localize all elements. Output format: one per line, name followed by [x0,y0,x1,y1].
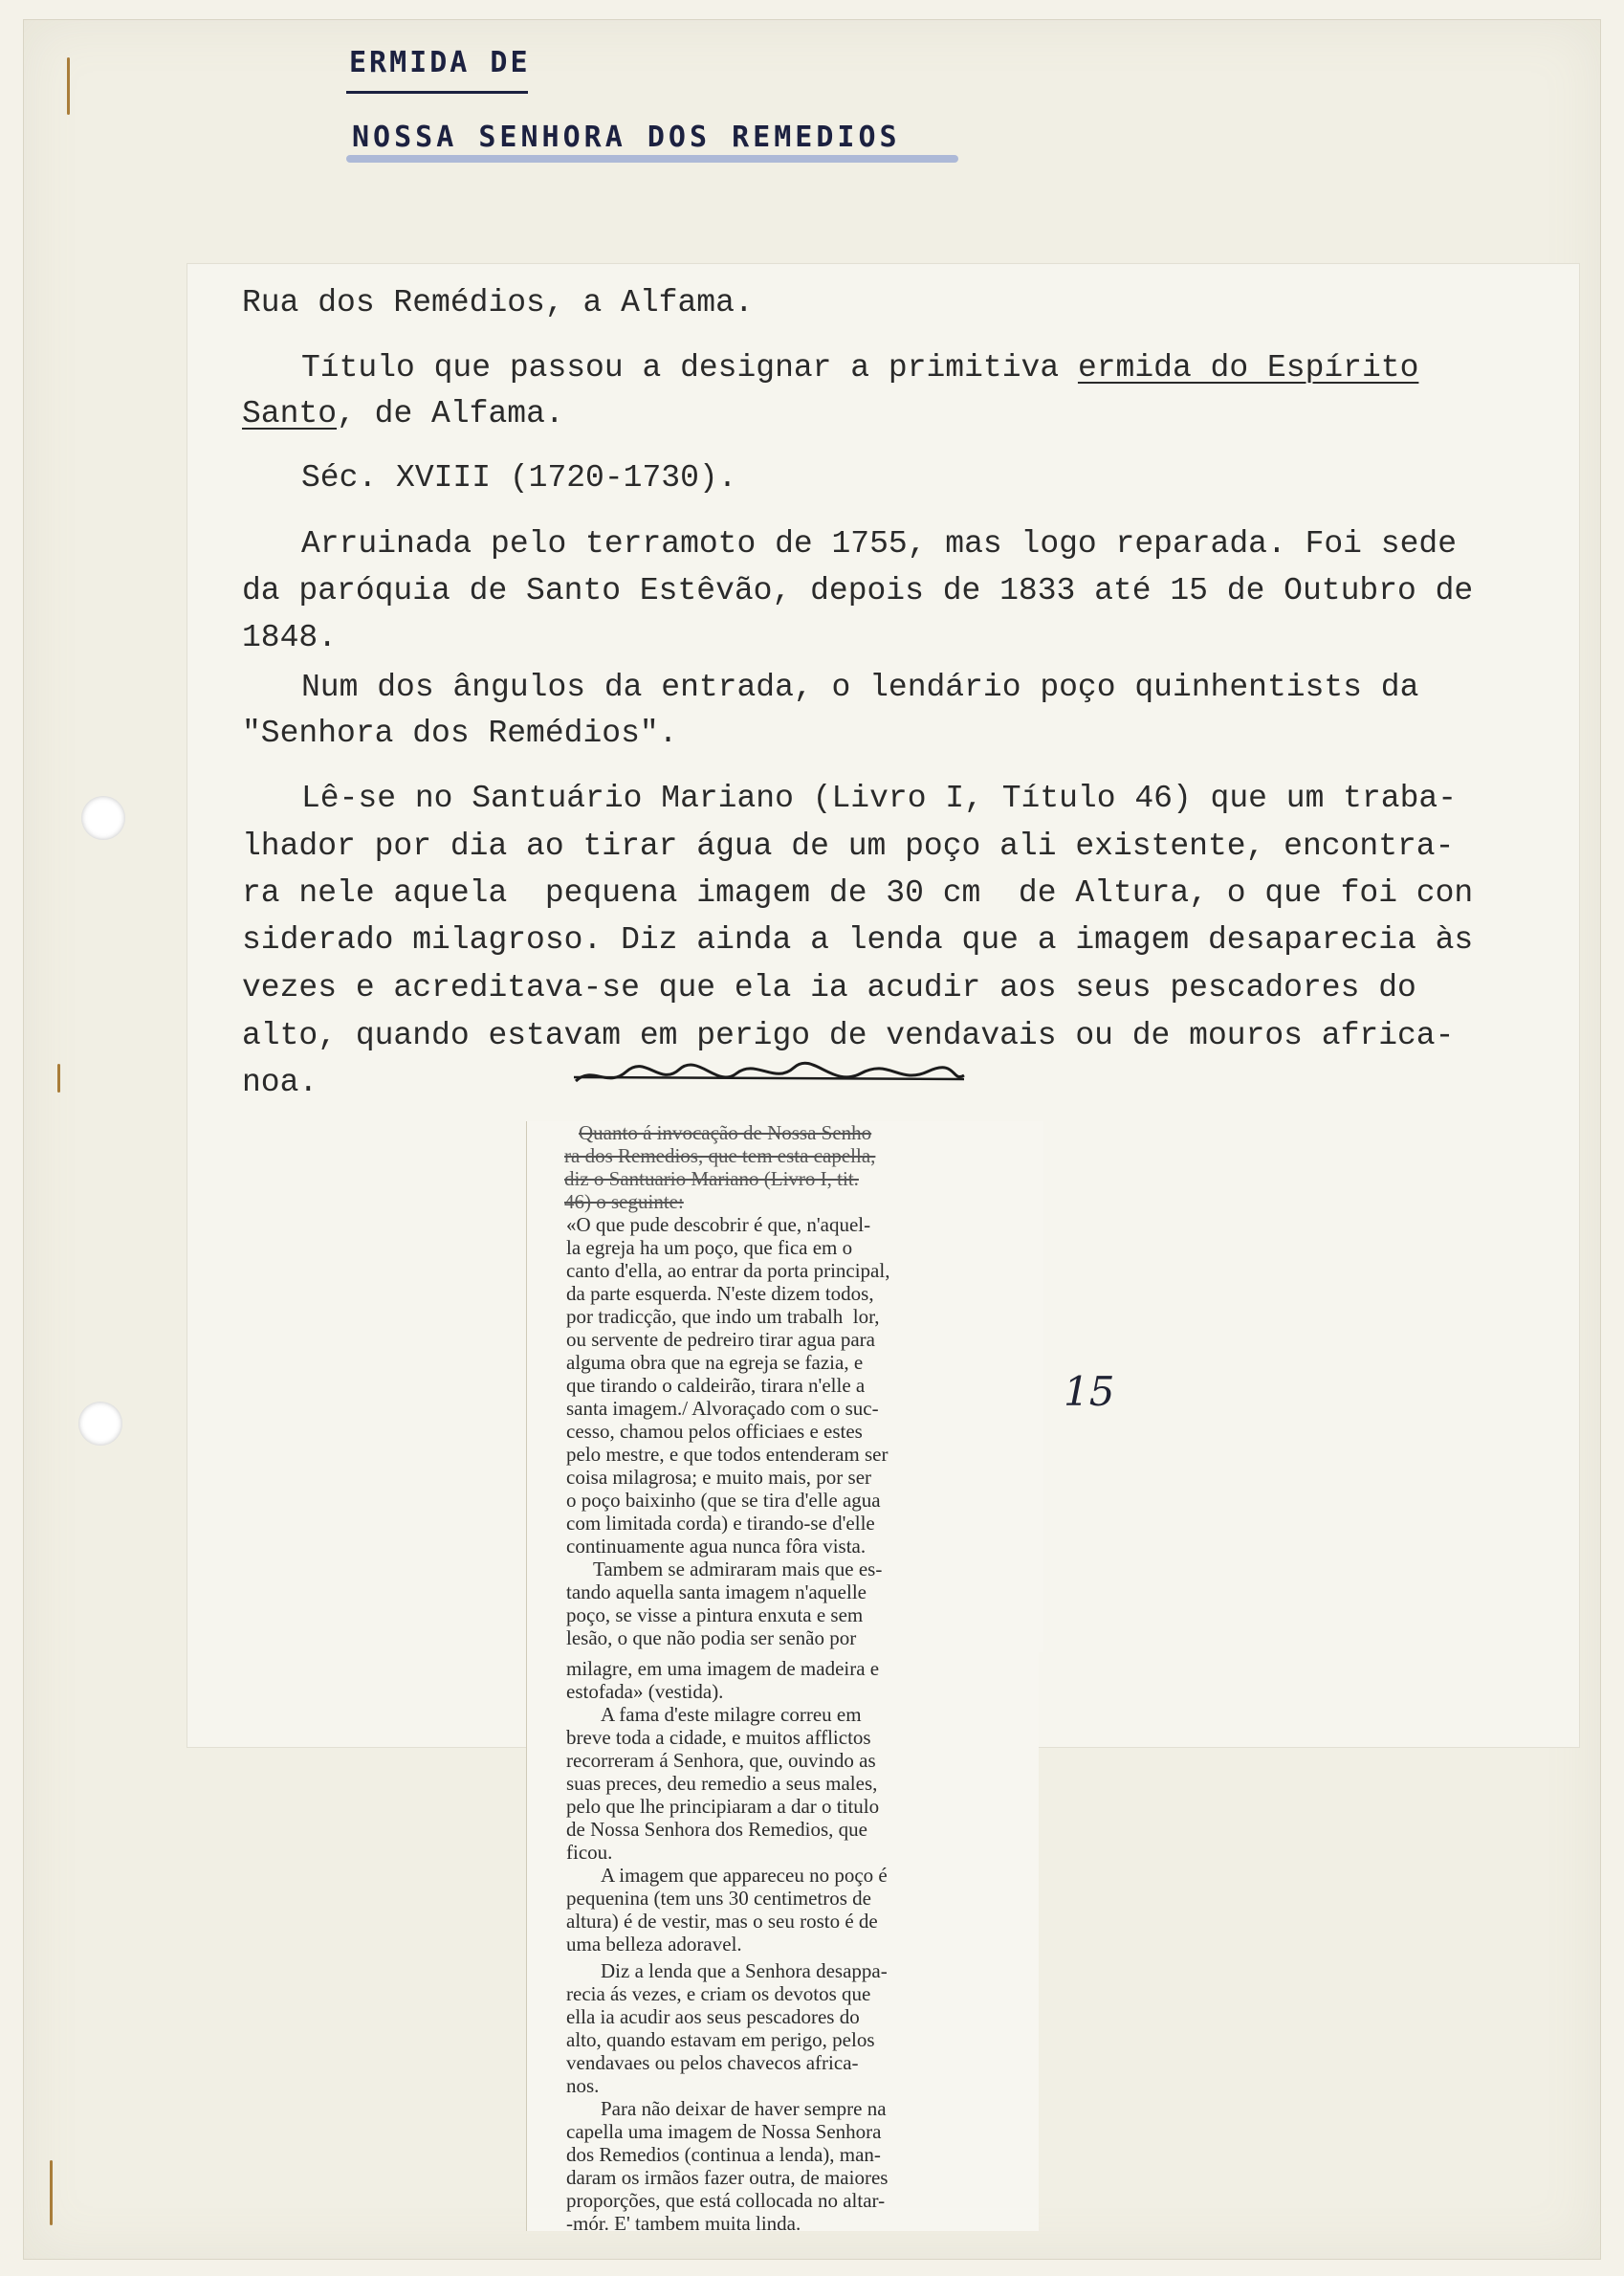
clipping-line: Para não deixar de haver sempre na [601,2097,887,2120]
clipping-line: que tirando o caldeirão, tirara n'elle a [566,1374,866,1397]
clipping-line: lesão, o que não podia ser senão por [566,1626,857,1649]
clipping-line: breve toda a cidade, e muitos afflictos [566,1726,871,1749]
clipping-line: milagre, em uma imagem de madeira e [566,1657,880,1680]
clipping-line: pelo que lhe principiaram a dar o titulo [566,1795,880,1818]
clipping-line: «O que pude descobrir é que, n'aquel- [566,1213,871,1236]
handwritten-page-number: 15 [1064,1368,1115,1415]
clipping-line: A fama d'este milagre correu em [601,1703,862,1726]
clipping-line: com limitada corda) e tirando-se d'elle [566,1512,875,1535]
typed-line: noa. [242,1065,318,1100]
clipping-line: cesso, chamou pelos officiaes e estes [566,1420,863,1443]
clipping-line: tando aquella santa imagem n'aquelle [566,1580,867,1603]
typed-text: , de Alfama. [337,396,564,431]
struck-clipping-line: ra dos Remedios, que tem esta capella, [564,1144,876,1167]
staple-mark [50,2160,53,2225]
typed-line: vezes e acreditava-se que ela ia acudir aos seus pescadores do [242,970,1416,1005]
typed-line: siderado milagroso. Diz ainda a lenda que a imagem desaparecia às [242,922,1474,958]
clipping-line: pelo mestre, e que todos entenderam ser [566,1443,889,1466]
clipping-line: capella uma imagem de Nossa Senhora [566,2120,882,2143]
typed-line [242,396,564,431]
clipping-line: canto d'ella, ao entrar da porta principal, [566,1259,890,1282]
clipping-line: Tambem se admiraram mais que es- [593,1558,883,1580]
handwritten-title-line2: NOSSA SENHORA DOS REMEDIOS [352,121,901,154]
clipping-line: suas preces, deu remedio a seus males, [566,1772,878,1795]
clipping-line: ella ia acudir aos seus pescadores do [566,2005,860,2028]
clipping-line: A imagem que appareceu no poço é [601,1864,888,1887]
clipping-line: daram os irmãos fazer outra, de maiores [566,2166,889,2189]
blue-highlight-underline [346,155,958,163]
punch-hole [81,796,125,840]
struck-clipping-line: diz o Santuario Mariano (Livro I, tit. [564,1167,859,1190]
clipping-line: proporções, que está collocada no altar- [566,2189,886,2212]
clipping-line: vendavaes ou pelos chavecos africa- [566,2051,859,2074]
handwritten-title-line1: ERMIDA DE [349,46,531,79]
clipping-line: la egreja ha um poço, que fica em o [566,1236,853,1259]
struck-clipping-line: 46) o seguinte: [564,1190,684,1213]
staple-mark [67,57,70,115]
typed-line [301,350,1418,386]
clipping-line: coisa milagrosa; e muito mais, por ser [566,1466,872,1489]
underlined-text: ermida do Espírito [1077,350,1419,386]
typed-line: lhador por dia ao tirar água de um poço ali existente, encontra- [242,829,1455,864]
clipping-line: dos Remedios (continua a lenda), man- [566,2143,881,2166]
typed-line: Séc. XVIII (1720-1730). [301,460,737,496]
typed-text: Título que passou a designar a primitiva [301,350,1078,386]
clipping-line: continuamente agua nunca fôra vista. [566,1535,867,1558]
typed-line: Rua dos Remédios, a Alfama. [242,285,754,320]
punch-hole [78,1402,122,1446]
clipping-line: o poço baixinho (que se tira d'elle agua [566,1489,881,1512]
clipping-line: uma belleza adoravel. [566,1933,742,1956]
clipping-line: nos. [566,2074,600,2097]
typed-line: 1848. [242,620,338,655]
clipping-line: santa imagem./ Alvoraçado com o suc- [566,1397,879,1420]
clipping-line: recia ás vezes, e criam os devotos que [566,1982,871,2005]
clipping-line: estofada» (vestida). [566,1680,724,1703]
clipping-line: por tradicção, que indo um trabalh lor, [566,1305,880,1328]
clipping-line: -mór. E' tambem muita linda. [566,2212,801,2235]
clipping-line: ou servente de pedreiro tirar agua para [566,1328,875,1351]
typed-line: Lê-se no Santuário Mariano (Livro I, Título 46) que um traba- [301,781,1457,816]
typed-line: ra nele aquela pequena imagem de 30 cm de Altura, o que foi con [242,875,1474,911]
clipping-line: pequenina (tem uns 30 centimetros de [566,1887,871,1910]
clipping-line: recorreram á Senhora, que, ouvindo as [566,1749,876,1772]
clipping-line: alto, quando estavam em perigo, pelos [566,2028,875,2051]
clipping-line: da parte esquerda. N'este dizem todos, [566,1282,874,1305]
staple-mark [57,1064,60,1093]
clipping-line: altura) é de vestir, mas o seu rosto é de [566,1910,878,1933]
typed-line: "Senhora dos Remédios". [242,716,678,751]
typed-line: da paróquia de Santo Estêvão, depois de 1833 até 15 de Outubro de [242,573,1474,608]
crossed-out-scribble [574,1060,966,1093]
clipping-line: alguma obra que na egreja se fazia, e [566,1351,864,1374]
typed-line: Num dos ângulos da entrada, o lendário poço quinhentists da [301,670,1419,705]
clipping-line: ficou. [566,1841,613,1864]
title-underline [346,91,528,94]
typed-line: Arruinada pelo terramoto de 1755, mas logo reparada. Foi sede [301,526,1457,562]
underlined-text: Santo [242,396,338,431]
clipping-line: poço, se visse a pintura enxuta e sem [566,1603,864,1626]
typed-line: alto, quando estavam em perigo de vendavais ou de mouros africa- [242,1018,1455,1053]
clipping-line: de Nossa Senhora dos Remedios, que [566,1818,867,1841]
clipping-line: Diz a lenda que a Senhora desappa- [601,1959,888,1982]
struck-clipping-line: Quanto á invocação de Nossa Senho [579,1121,872,1144]
